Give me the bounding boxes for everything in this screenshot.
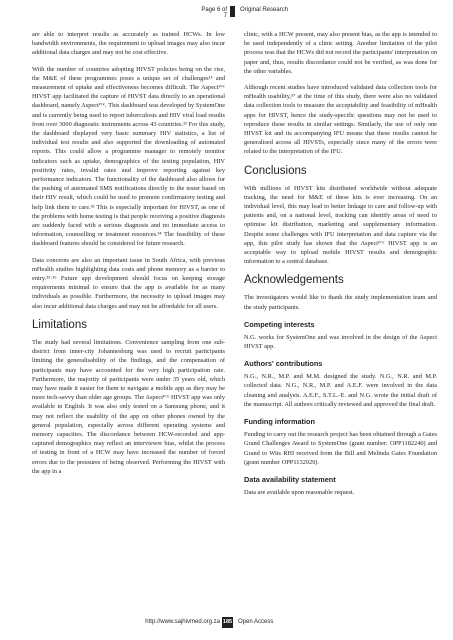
running-footer xyxy=(0,618,453,630)
paragraph: Although recent studies have introduced validated data collection tools for mHealth usability,³⁷ at the time of this study, there were also no validated data collection tools to measure the acceptability and feasibility of mHealth apps for HIVST, hence the study-specific questions may not be used to reproduce these results in similar settings. Similarly, the use of only one HIVST kit and its accompanying IFU means that these results cannot be generalised across all HIVSTs, especially since many of the errors were related to the interpretation of the IFU. xyxy=(244,84,437,156)
funding-text: Funding to carry out the research project has been obtained through a Gates Grand Challenges Award to SystemOne (grant number: OPP1182240) and Grand to Wits RHI received from the Bill and Melinda Gates Foundation (grant number OPP1132929). xyxy=(244,431,437,466)
page-number: 185 xyxy=(222,617,233,628)
paragraph: Data concerns are also an important issue in South Africa, with previous mHealth studies highlighting data costs and phone memory as a barrier to entry.³⁵·³⁶ Future app development should focus on keeping storage requirements minimal to ensure that the app is available for as many individuals as possible. Furthermore, the necessity to upload images may also incur additional data charges and may not be affordable for all users. xyxy=(32,256,225,310)
page-label: Page 6 of 7 xyxy=(201,7,227,19)
paragraph: With the number of countries adopting HIVST policies being on the rise, the M&E of these programmes poses a unique set of challenges¹⁵ and measurement of uptake and effectiveness becomes difficult. The Aspectᴾᴼᶜ HIVST app facilitated the capture of HIVST data directly to an operational dashboard, namely Aspectᴾᴼᶜ. This dashboard was developed by SystemOne and is currently being used to report tuberculosis and HIV viral load results from over 3000 diagnostic instruments across 43 countries.³² For this study, the dashboard displayed very basic summary HIV statistics, a list of individual test results and also supported the downloading of automated reports. This could allow a programme manager to remotely monitor indicators such as uptake, demographics of the testing population, HIV positivity rates, invalid rates and improve reporting against key performance indicators. The functionality of the dashboard also allows for the pushing of automated SMS notifications directly to the tester based on their HIV result, which could be used to promote confirmatory testing and help link them to care.³³ This is especially important for HIVST, as one of the problems with home testing is that people receiving a positive diagnosis are suddenly faced with a serious diagnosis and no immediate access to information, counselling or treatment resources.³⁴ The feasibility of these dashboard features should be considered for future research. xyxy=(32,65,226,248)
competing-interests-text: N.G. works for SystemOne and was involved in the design of the Aspect HIVST app. xyxy=(244,333,437,351)
authors-contributions-heading: Authors' contributions xyxy=(244,359,323,369)
funding-heading: Funding information xyxy=(244,417,315,427)
limitations-heading: Limitations xyxy=(32,318,87,331)
acknowledgements-text: The investigators would like to thank the study implementation team and the study participants. xyxy=(244,294,437,311)
conclusions-text: With millions of HIVST kits distributed worldwide without adequate tracking, the need for M&E of these kits is ever increasing. On an individual level, this may lead to better linkage to care and follow-up with patients and, on a national level, tracking can identify areas of need to optimise kit distribution, marketing and supplementary information. Despite some challenges with IFU interpretation and data capture via the app, this pilot study has shown that the Aspectᴾᴼᶜ HIVST app is an acceptable way to upload mobile HIVST results and demographic information to a central database. xyxy=(244,184,437,266)
competing-interests-heading: Competing interests xyxy=(244,319,315,329)
running-header xyxy=(0,7,453,19)
right-column xyxy=(244,30,437,504)
limitations-text: The study had several limitations. Convenience sampling from one sub-district from inner-city Johannesburg was used to recruit participants limiting the generalisability of the findings, and the compensation of participants may have accounted for the very high participation rate. Furthermore, the majority of participants were under 35 years old, which may have made it easier for them to navigate a mobile app as they may be more tech-savvy than older age groups. The Aspectᴾᴼᶜ HIVST app was only available in English. It was also only tested on a Samsung phone, and it may not reflect the usability of the app on other phones owned by the general population, especially across different operating systems and memory capacities. The discordance between HCW-recorded and app-captured demographics may reflect an interviewer bias, whilst the process of testing in front of a HCW may have increased the number of forced errors due to the pressures of being observed. Performing the HIVST with the app in a xyxy=(32,338,225,475)
paragraph: clinic, with a HCW present, may also present bias, as the app is intended to be used independently of a clinic setting. Another limitation of the pilot process was that the HCWs did not record the participants' interpretation on paper and, thus, results discordance could not be verified, as was done for the other variables. xyxy=(244,31,437,75)
left-column xyxy=(32,30,225,483)
authors-contributions-text: N.G., N.R., M.P. and M.M. designed the study. N.G., N.R. and M.P. collected data. N.G., N.R., M.P. and A.E.F. were involved in the data cleaning and analysis. A.E.F., S.T.L.-E. and N.G. wrote the initial draft of the manuscript. All authors critically reviewed and approved the final draft. xyxy=(244,373,437,408)
data-availability-heading: Data availability statement xyxy=(244,474,336,484)
open-access-label: Open Access xyxy=(238,619,274,625)
data-availability-text: Data are available upon reasonable request. xyxy=(244,488,355,496)
header-marker xyxy=(230,6,235,17)
journal-url-link[interactable]: http://www.sajhivmed.org.za xyxy=(145,619,220,625)
section-label: Original Research xyxy=(240,7,289,13)
conclusions-heading: Conclusions xyxy=(244,164,307,177)
acknowledgements-heading: Acknowledgements xyxy=(244,274,344,287)
paragraph: are able to interpret results as accurately as trained HCWs. In low bandwidth environments, the requirement to upload images may also incur additional data charges and may not be cost effective. xyxy=(32,31,225,57)
